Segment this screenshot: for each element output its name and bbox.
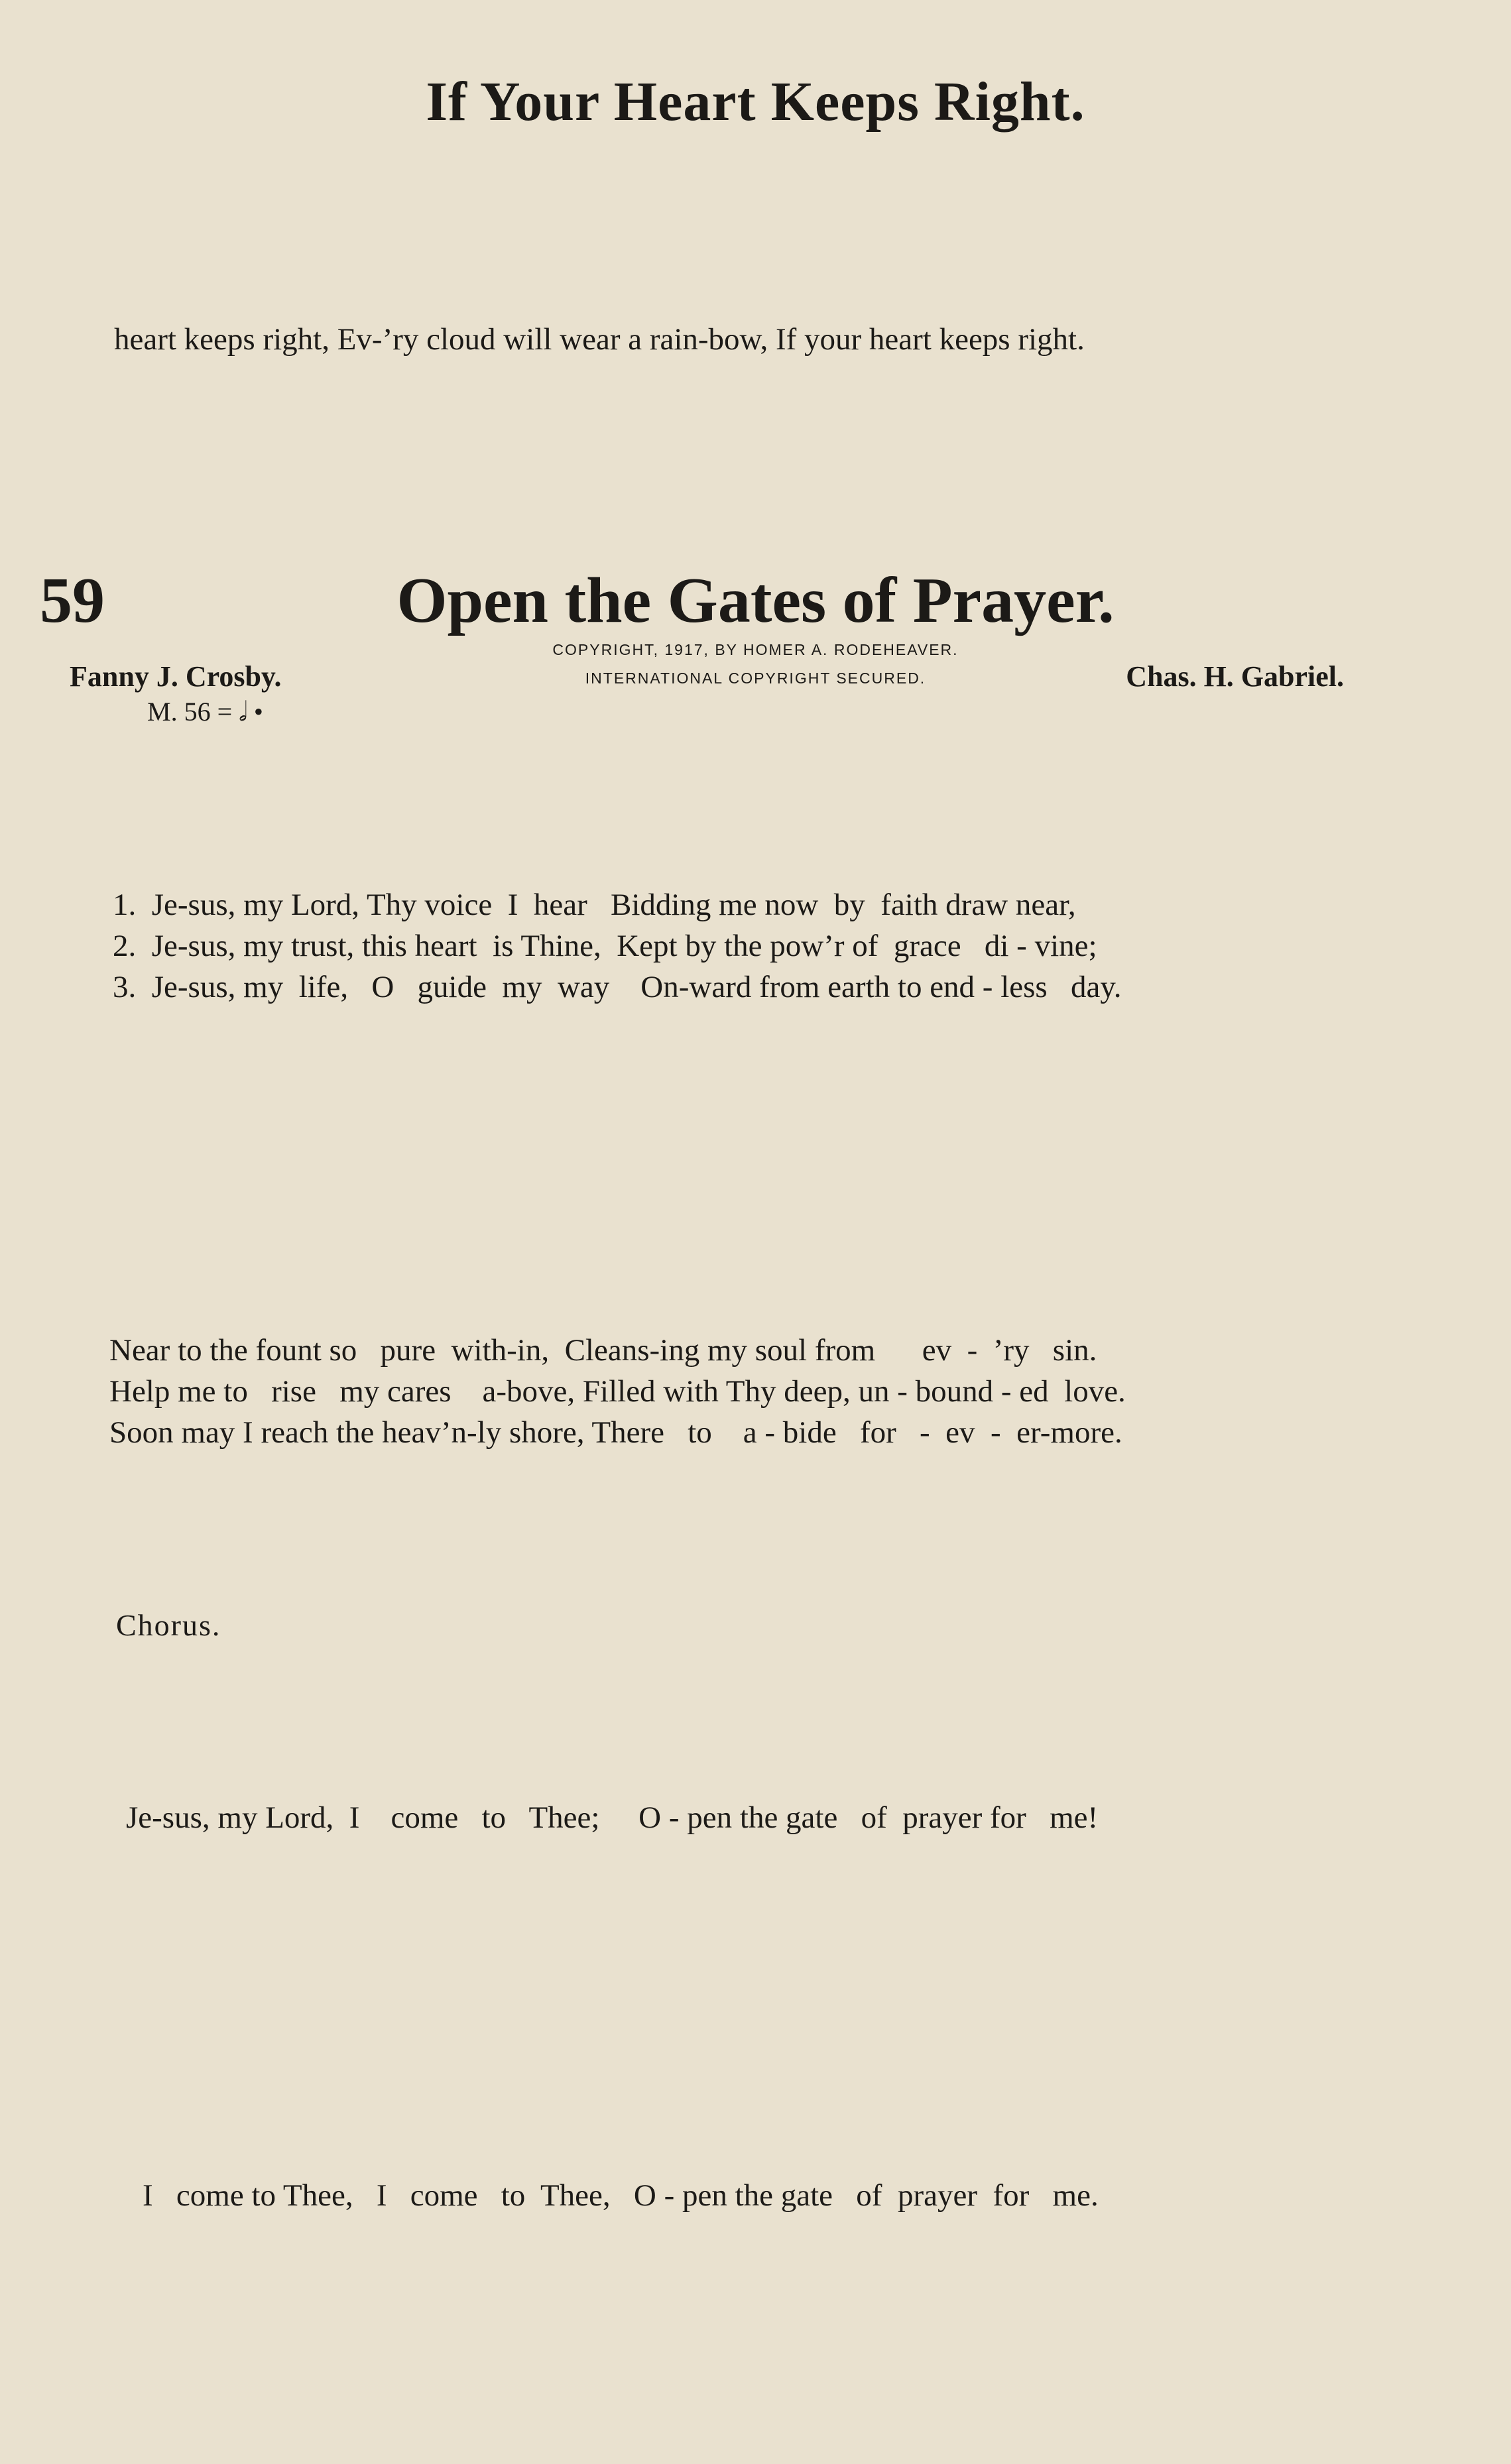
composer: Chas. H. Gabriel.: [1126, 660, 1344, 693]
verse-2-line-1: 2. Je-sus, my trust, this heart is Thine, Kept by the pow’r of grace di - vine;: [113, 929, 1097, 963]
copyright-line-2: INTERNATIONAL COPYRIGHT SECURED.: [585, 670, 926, 687]
verse-1-line-2: Near to the fount so pure with-in, Cleans-ing my soul from ev - ’ry sin.: [109, 1333, 1097, 1368]
hymn-title: Open the Gates of Prayer.: [396, 565, 1115, 636]
verse-2-line-2: Help me to rise my cares a-bove, Filled with Thy deep, un - bound - ed love.: [109, 1374, 1126, 1409]
metronome-marking: M. 56 = 𝅗𝅥 •: [147, 697, 263, 727]
verse-3-line-2: Soon may I reach the heav’n-ly shore, There to a - bide for - ev - er-more.: [109, 1415, 1122, 1450]
lyricist: Fanny J. Crosby.: [70, 660, 282, 693]
chorus-label: Chorus.: [116, 1608, 221, 1642]
previous-hymn-title: If Your Heart Keeps Right.: [426, 71, 1085, 133]
copyright-line-1: COPYRIGHT, 1917, BY HOMER A. RODEHEAVER.: [552, 641, 959, 658]
chorus-line-2: I come to Thee, I come to Thee, O - pen the gate of prayer for me.: [143, 2178, 1099, 2213]
verse-1-line-1: 1. Je-sus, my Lord, Thy voice I hear Bidding me now by faith draw near,: [113, 888, 1076, 922]
hymn-number: 59: [40, 565, 105, 636]
verse-3-line-1: 3. Je-sus, my life, O guide my way On-ward from earth to end - less day.: [113, 970, 1122, 1004]
chorus-line-1: Je-sus, my Lord, I come to Thee; O - pen the gate of prayer for me!: [126, 1800, 1099, 1835]
previous-hymn-lyric: heart keeps right, Ev-’ry cloud will wear a rain-bow, If your heart keeps right.: [114, 322, 1085, 357]
